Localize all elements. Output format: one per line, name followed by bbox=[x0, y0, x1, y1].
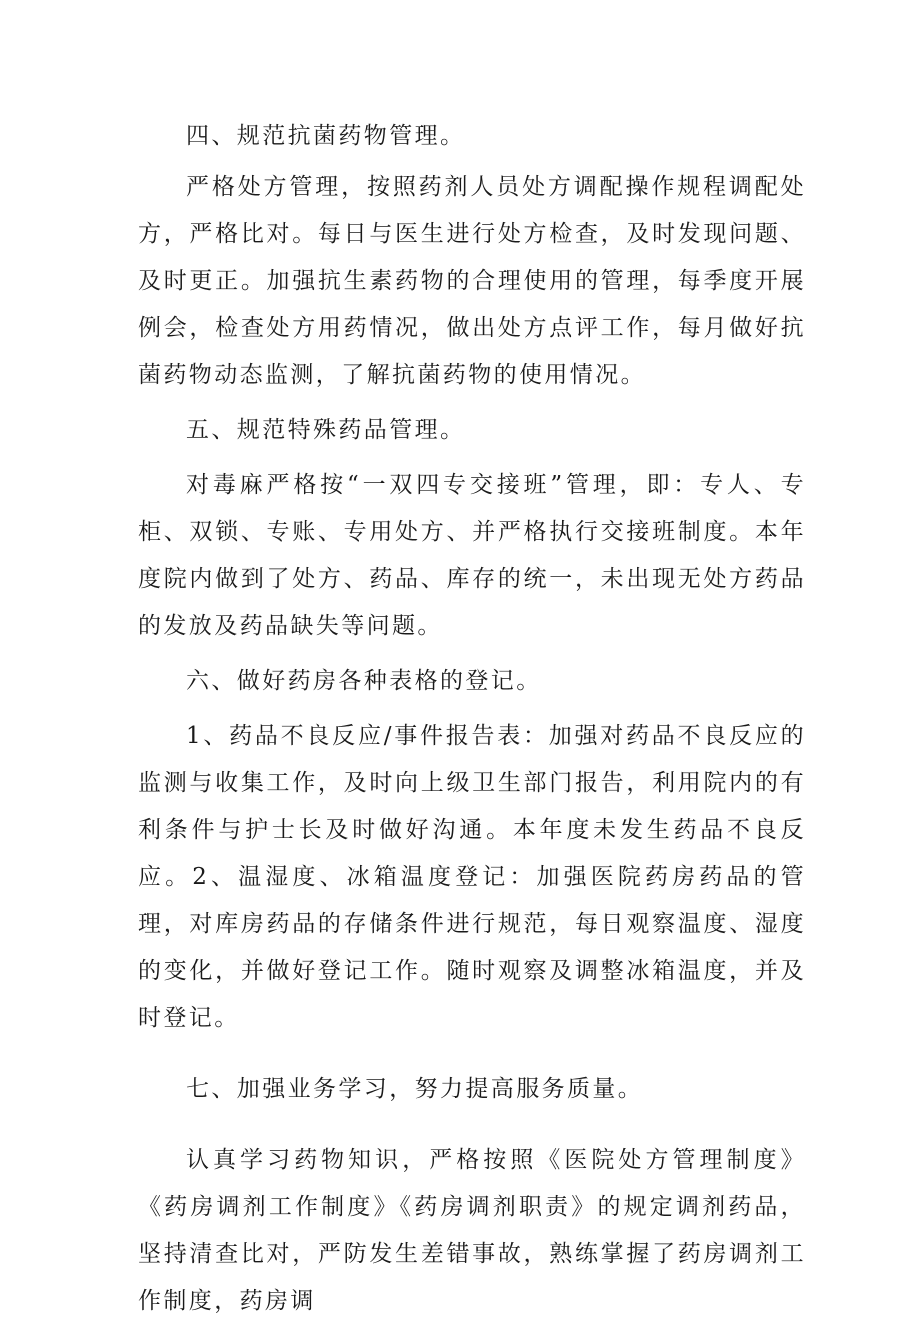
section-heading-7: 七、加强业务学习，努力提高服务质量。 bbox=[186, 1076, 644, 1102]
paragraph-special-drugs: 对毒麻严格按“一双四专交接班”管理，即：专人、专柜、双锁、专账、专用处方、并严格执行交接班制度。本年度院内做到了处方、药品、库存的统一，未出现无处方药品的发放及药品缺失等问题。 bbox=[138, 472, 806, 639]
paragraph-forms-registration: 1、药品不良反应/事件报告表：加强对药品不良反应的监测与收集工作，及时向上级卫生部门报告，利用院内的有利条件与护士长及时做好沟通。本年度未发生药品不良反应。2、温湿度、冰箱温度登记：加强医院药房药品的管理，对库房药品的存储条件进行规范，每日观察温度、湿度的变化，并做好登记工作。随时观察及调整冰箱温度，并及时登记。 bbox=[138, 723, 806, 1031]
section-heading-4: 四、规范抗菌药物管理。 bbox=[186, 123, 466, 149]
paragraph-antibiotic-management: 严格处方管理，按照药剂人员处方调配操作规程调配处方，严格比对。每日与医生进行处方检查，及时发现问题、及时更正。加强抗生素药物的合理使用的管理，每季度开展例会，检查处方用药情况，做出处方点评工作，每月做好抗菌药物动态监测，了解抗菌药物的使用情况。 bbox=[138, 174, 806, 388]
document-body bbox=[138, 113, 806, 1325]
section-heading-5: 五、规范特殊药品管理。 bbox=[186, 417, 466, 443]
paragraph-business-study: 认真学习药物知识，严格按照《医院处方管理制度》《药房调剂工作制度》《药房调剂职责》的规定调剂药品，坚持清查比对，严防发生差错事故，熟练掌握了药房调剂工作制度，药房调 bbox=[138, 1147, 806, 1314]
section-heading-6: 六、做好药房各种表格的登记。 bbox=[186, 668, 542, 694]
